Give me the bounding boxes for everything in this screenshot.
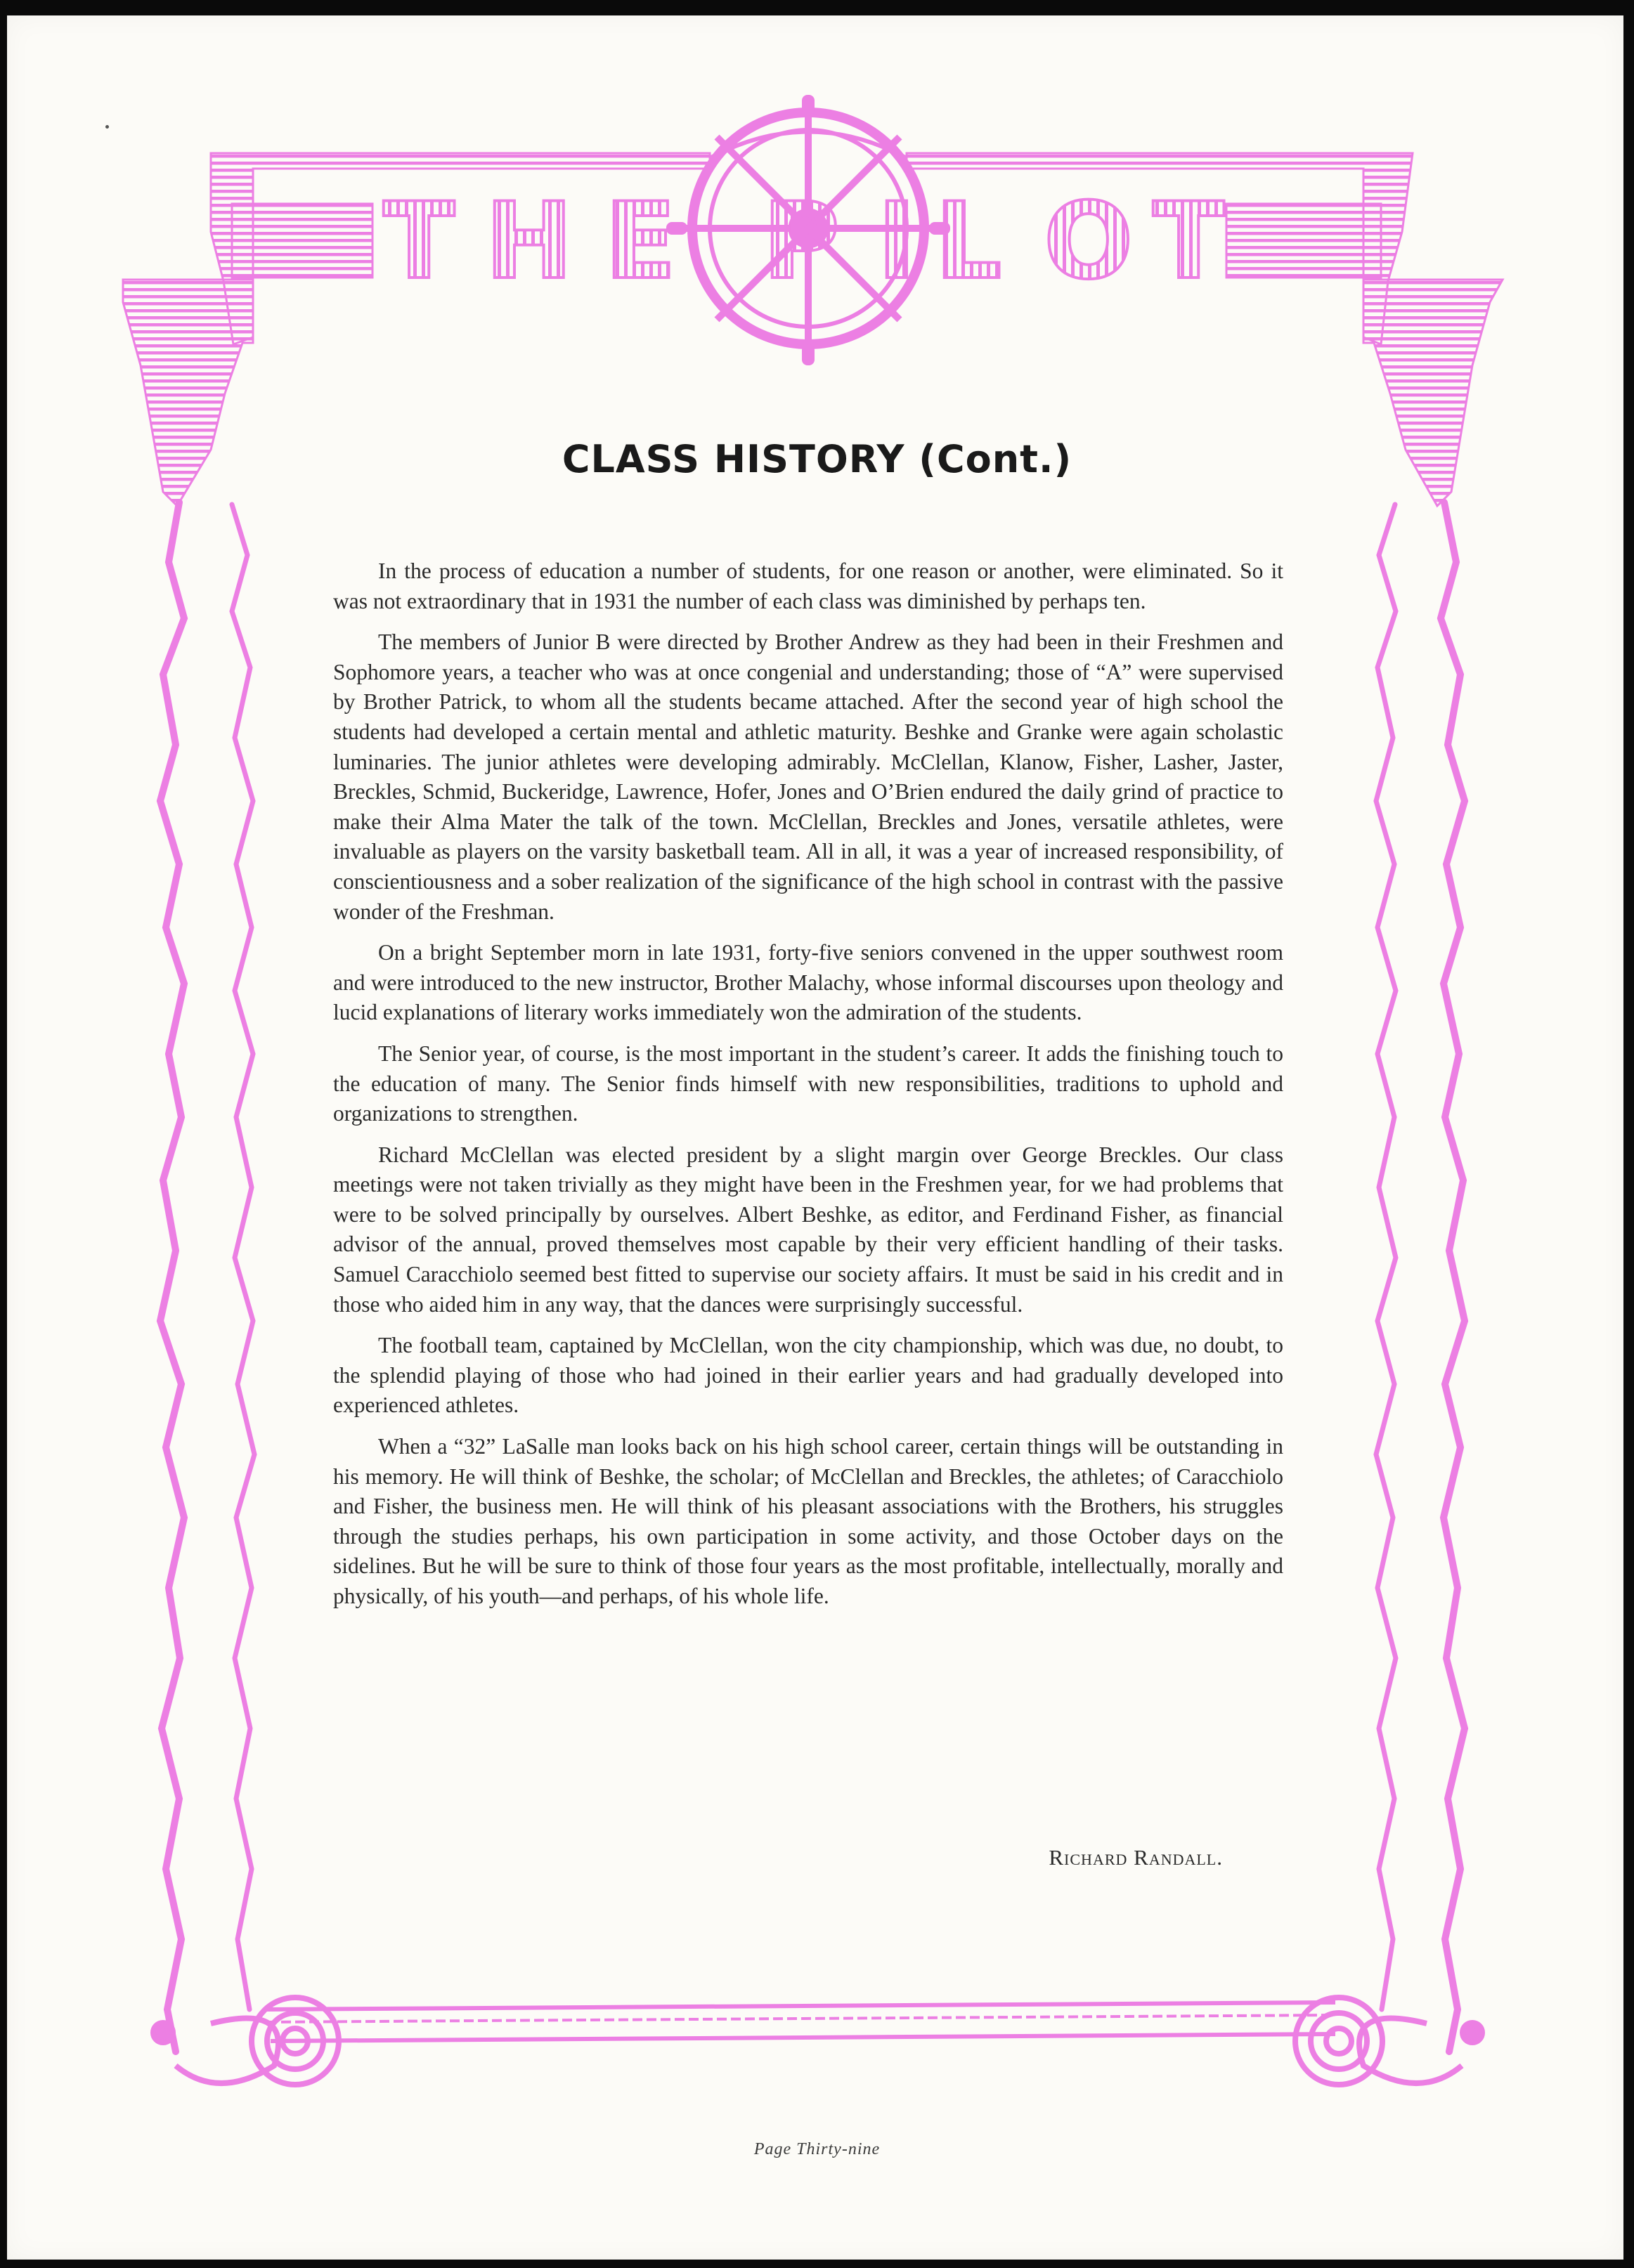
- right-border-pillar-inner: [1376, 504, 1396, 2009]
- paragraph: The members of Junior B were directed by Brother Andrew as they had been in their Freshmen and Sophomore years, a teacher who was at once congenial and understanding; those of “A” were supervised by Brother Patrick, to whom all the students became attached. After the second year of high school the students had developed a certain mental and athletic maturity. Beshke and Granke were again scholastic luminaries. The junior athletes were developing admirably. McClellan, Klanow, Fisher, Lasher, Jaster, Breckles, Schmid, Buckeridge, Lawrence, Hofer, Jones and O’Brien endured the daily grind of practice to make their Alma Mater the talk of the town. McClellan, Breckles and Jones, versatile athletes, were invaluable as players on the varsity basketball team. All in all, it was a year of increased responsibility, of conscientiousness and a sober realization of the significance of the high school in contrast with the passive wonder of the Freshman.: [333, 630, 1283, 924]
- masthead-letter-t1: T: [383, 181, 455, 303]
- masthead-title: [383, 181, 1224, 303]
- left-border-pillar-inner: [232, 504, 254, 2009]
- page-title: CLASS HISTORY (Cont.): [562, 437, 1072, 481]
- author-signature: Richard Randall.: [1049, 1845, 1223, 1870]
- masthead-letter-p: P: [763, 181, 840, 303]
- masthead-letter-h: H: [485, 181, 573, 303]
- masthead-letter-o: O: [1044, 181, 1134, 303]
- masthead-letter-l: L: [935, 181, 1002, 303]
- page-number: Page Thirty-nine: [753, 2140, 881, 2158]
- paragraph: The football team, captained by McClellan, won the city championship, which was due, no doubt, to the splendid playing of those who had joined in their earlier years and had gradually developed into experienced athletes.: [333, 1333, 1283, 1418]
- masthead-letter-t2: T: [1153, 181, 1225, 303]
- paragraph: When a “32” LaSalle man looks back on his high school career, certain things will be outstanding in his memory. He will think of Beshke, the scholar; of McClellan and Breckles, the athletes; of Caracchiolo and Fisher, the business men. He will think of his pleasant associations with the Brothers, his struggles through the studies perhaps, his own participation in some activity, and those October days on the sidelines. But he will be sure to think of those four years as the most profitable, intellectually, morally and physically, of his youth—and perhaps, of his whole life.: [333, 1434, 1283, 1608]
- article-body: [333, 556, 1283, 1623]
- bottom-scroll: [176, 2002, 1462, 2083]
- masthead-letter-e: E: [604, 181, 677, 303]
- paragraph: Richard McClellan was elected president by a slight margin over George Breckles. Our class meetings were not taken trivially as they might have been in the Freshmen year, for we had problems that were to be solved principally by ourselves. Albert Beshke, as editor, and Ferdinand Fisher, as financial advisor of the annual, proved themselves most capable by their very efficient handling of their tasks. Samuel Caracchiolo seemed best fitted to supervise our society affairs. It must be said in his credit and in those who aided him in any way, that the dances were surprisingly successful.: [333, 1142, 1283, 1317]
- paragraph: On a bright September morn in late 1931, forty-five seniors convened in the upper southwest room and were introduced to the new instructor, Brother Malachy, whose informal discourses upon theology and lucid explanations of literary works immediately won the admiration of the students.: [333, 940, 1283, 1025]
- left-border-pillar: [160, 502, 184, 2052]
- paragraph: In the process of education a number of students, for one reason or another, were eliminated. So it was not extraordinary that in 1931 the number of each class was diminished by perhaps ten.: [333, 559, 1283, 613]
- right-border-pillar: [1441, 502, 1465, 2052]
- paragraph: The Senior year, of course, is the most important in the student’s career. It adds the finishing touch to the education of many. The Senior finds himself with new responsibilities, traditions to uphold and organizations to strengthen.: [333, 1041, 1283, 1126]
- masthead-letter-i: I: [877, 181, 916, 303]
